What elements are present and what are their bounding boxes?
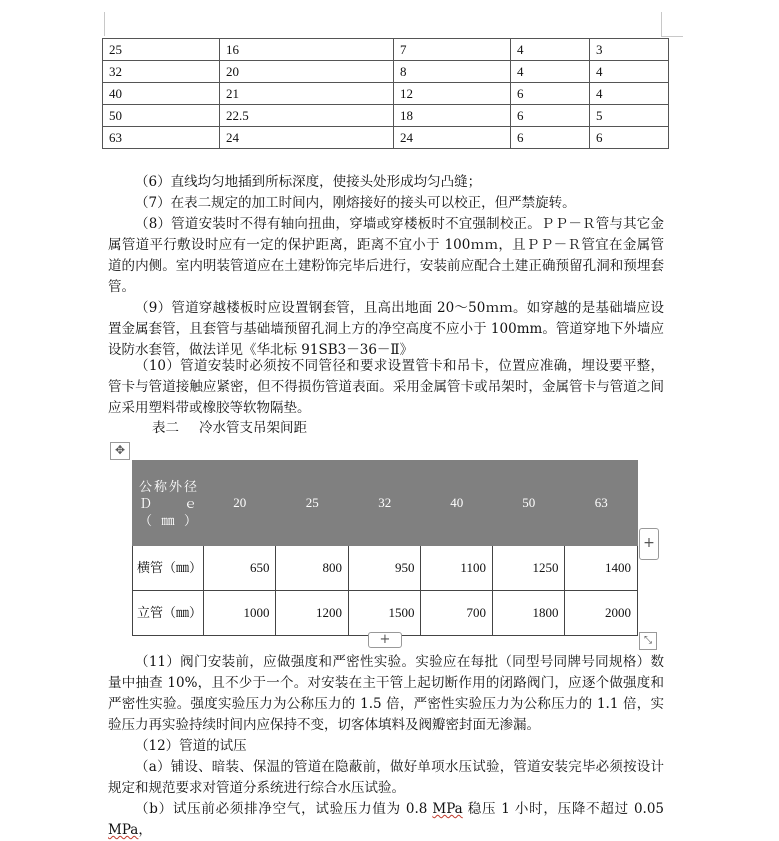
table2-caption-number: 表二	[152, 420, 179, 436]
table-cell: 4	[511, 39, 590, 61]
page-corner-mark-left	[104, 12, 105, 36]
table-cell: 22.5	[220, 105, 394, 127]
table-cell: 24	[394, 127, 511, 149]
table-cell: 1400	[565, 546, 638, 591]
table-cell: 6	[590, 127, 669, 149]
paragraph-9: （9）管道穿越楼板时应设置钢套管，且高出地面 20～50ｍｍ。如穿越的是基础墙应设置金属套管，且套管与基础墙预留孔洞上方的净空高度不应小于 100mm。管道穿地下外墙应设防水套管，做法详见《华北标 91SB3－36－Ⅱ》	[108, 300, 664, 358]
table2-caption	[152, 418, 327, 439]
table-row	[133, 546, 638, 591]
add-row-button[interactable]: +	[368, 632, 402, 648]
page-corner-mark-right	[661, 12, 662, 36]
table-cell: 7	[394, 39, 511, 61]
paragraph-b-middle: 稳压 1 小时，压降不超过 0.05	[462, 801, 664, 817]
table-cell: 6	[511, 83, 590, 105]
table-cell: 6	[511, 127, 590, 149]
table-cell: 5	[590, 105, 669, 127]
header-cell-diameter: 32	[348, 461, 420, 546]
paragraph-b-start: （b）试压前必须排净空气，试验压力值为 0.8	[135, 801, 433, 817]
table-resize-handle-icon[interactable]: ⤡	[639, 632, 657, 650]
table-cell: 1200	[276, 591, 348, 636]
table-cell: 2000	[565, 591, 638, 636]
page-corner-mark-right-h	[661, 36, 683, 37]
table2-caption-title: 冷水管支吊架间距	[199, 420, 307, 436]
header-cell-diameter: 63	[565, 461, 638, 546]
table-cell: 1800	[492, 591, 564, 636]
table-cell: 16	[220, 39, 394, 61]
table-cell: 1000	[204, 591, 276, 636]
unit-mpa-2: MPa	[108, 822, 139, 838]
paragraph-8: （8）管道安装时不得有轴向扭曲，穿墙或穿楼板时不宜强制校正。ＰＰ－Ｒ管与其它金属管道平行敷设时应有一定的保护距离，距离不宜小于 100ｍｍ，且ＰＰ－Ｒ管宜在金属管道的内侧。室内明装管道应在土建粉饰完毕后进行，安装前应配合土建正确预留孔洞和预埋套管。	[108, 216, 664, 295]
paragraph-12: （12）管道的试压	[135, 738, 247, 754]
table-cell: 8	[394, 61, 511, 83]
unit-mpa-1: MPa	[432, 801, 463, 817]
table-cell: 1100	[421, 546, 493, 591]
table-cell: 950	[348, 546, 420, 591]
paragraph-6: （6）直线均匀地插到所标深度，使接头处形成均匀凸缝；	[135, 174, 482, 190]
paragraph-b-end: ，	[138, 822, 152, 838]
paragraph-a: （a）铺设、暗装、保温的管道在隐蔽前，做好单项水压试验，管道安装完毕必须按设计规定和规范要求对管道分系统进行综合水压试验。	[108, 759, 664, 796]
table-cell: 1250	[492, 546, 564, 591]
table-cell: 6	[511, 105, 590, 127]
paragraph-b	[108, 799, 664, 841]
row-header-cell: 立管（㎜）	[133, 591, 204, 636]
header-cell-diameter-label: 公称外径Ｄｅ（㎜）	[133, 461, 204, 546]
table-cell: 4	[590, 61, 669, 83]
table-cell: 40	[103, 83, 220, 105]
table-cell: 800	[276, 546, 348, 591]
table-cell: 25	[103, 39, 220, 61]
header-cell-diameter: 50	[492, 461, 564, 546]
table-cell: 650	[204, 546, 276, 591]
fusion-parameter-table	[102, 38, 669, 149]
table-cell: 4	[511, 61, 590, 83]
table-row	[103, 61, 669, 83]
table-cell: 32	[103, 61, 220, 83]
table-move-handle-icon[interactable]: ✥	[110, 442, 130, 460]
header-cell-diameter: 20	[204, 461, 276, 546]
table-row	[103, 83, 669, 105]
table-cell: 63	[103, 127, 220, 149]
table-cell: 12	[394, 83, 511, 105]
paragraph-10: （10）管道安装时必须按不同管径和要求设置管卡和吊卡，位置应准确，埋设要平整，管卡与管道接触应紧密，但不得损伤管道表面。采用金属管卡或吊架时，金属管卡与管道之间应采用塑料带或橡胶等软物隔垫。	[108, 358, 664, 416]
row-header-cell: 横管（㎜）	[133, 546, 204, 591]
table-cell: 4	[590, 83, 669, 105]
table-row	[133, 591, 638, 636]
table-cell: 700	[421, 591, 493, 636]
table-cell: 21	[220, 83, 394, 105]
table-cell: 50	[103, 105, 220, 127]
table-cell: 3	[590, 39, 669, 61]
paragraph-11: （11）阀门安装前，应做强度和严密性实验。实验应在每批（同型号同牌号同规格）数量中抽查 10%，且不少于一个。对安装在主干管上起切断作用的闭路阀门，应逐个做强度和严密性实验。强度实验压力为公称压力的 1.5 倍，严密性实验压力为公称压力的 1.1 倍，实验压力再实验持续时间内应保持不变，切客体填料及阀瓣密封面无渗漏。	[108, 654, 664, 733]
paragraph-7: （7）在表二规定的加工时间内，刚熔接好的接头可以校正，但严禁旋转。	[135, 195, 576, 211]
table-cell: 18	[394, 105, 511, 127]
header-cell-diameter: 25	[276, 461, 348, 546]
table-cell: 20	[220, 61, 394, 83]
add-column-button[interactable]: +	[639, 528, 659, 560]
table-row	[103, 105, 669, 127]
table-cell: 1500	[348, 591, 420, 636]
table-row	[103, 39, 669, 61]
support-spacing-table	[132, 460, 638, 636]
header-cell-diameter: 40	[421, 461, 493, 546]
table-cell: 24	[220, 127, 394, 149]
table-row	[103, 127, 669, 149]
